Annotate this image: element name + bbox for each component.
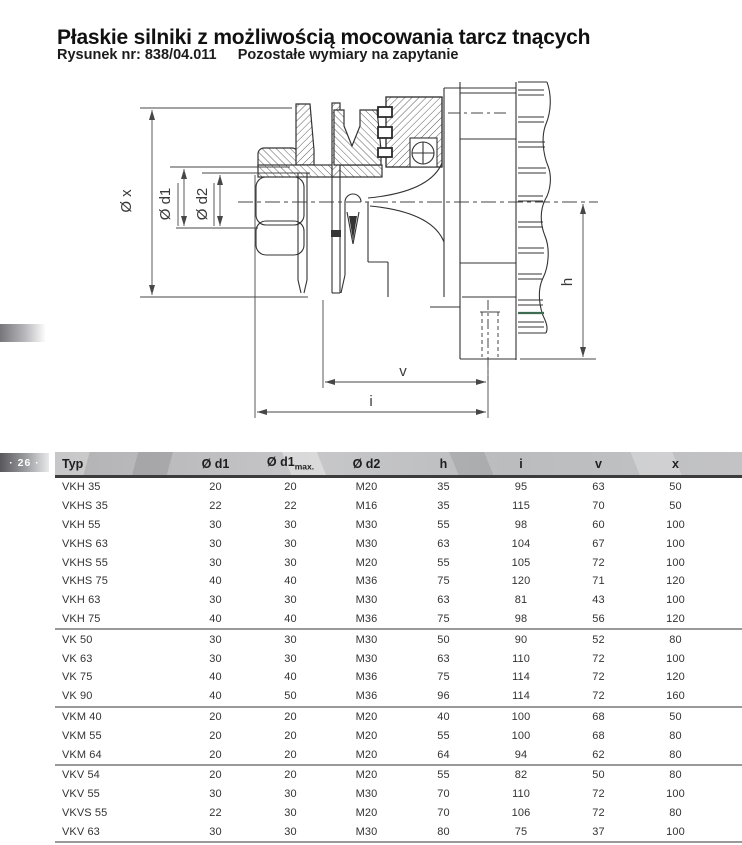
cell-x: 120: [666, 671, 685, 684]
fan-cover: [518, 82, 550, 333]
cell-spacer: [714, 822, 742, 842]
cell-i: 90: [514, 633, 528, 646]
cell-d1-max: 30: [284, 652, 297, 665]
cell-typ: VK 63: [62, 652, 93, 665]
hidden-screw-hole: [480, 300, 500, 380]
dimensions-table: [55, 452, 742, 843]
cell-spacer: [714, 687, 742, 707]
page-number-badge: · 26 ·: [0, 453, 49, 472]
dimension-diam-x: [118, 108, 308, 297]
cell-d2: M30: [355, 825, 378, 838]
table-row: [55, 553, 742, 572]
cell-d1-max: 30: [284, 594, 297, 607]
cell-spacer: [714, 707, 742, 727]
cell-v: 50: [592, 769, 605, 782]
cell-h: 75: [437, 671, 450, 684]
cell-x: 160: [637, 687, 714, 707]
cell-x: 120: [637, 610, 714, 630]
cell-v: 60: [592, 518, 605, 531]
col-spacer: [714, 452, 742, 477]
cell-typ: VKHS 75: [62, 575, 108, 588]
cell-x: 100: [666, 537, 685, 550]
cell-i: 115: [512, 500, 530, 513]
cell-d1: 30: [209, 652, 222, 665]
cell-typ: VKM 64: [55, 745, 178, 765]
cell-d2: M20: [355, 729, 378, 742]
cell-x: 80: [669, 633, 682, 646]
cell-spacer: [714, 668, 742, 687]
table-row: [55, 668, 742, 687]
table-row: [55, 822, 742, 842]
cell-d1-max: 30: [284, 537, 297, 550]
dim-label-h: h: [559, 277, 576, 287]
cell-d2: M30: [355, 594, 378, 607]
cell-d2: M20: [355, 556, 378, 569]
cell-x: 120: [666, 575, 685, 588]
cell-d1: 40: [178, 610, 253, 630]
cell-d1-max: 20: [284, 769, 297, 782]
cell-i: 120: [511, 575, 531, 588]
cell-h: 96: [405, 687, 482, 707]
cell-d1: 30: [209, 788, 222, 801]
cell-d2: M20: [355, 769, 378, 782]
cell-x: 80: [637, 745, 714, 765]
cell-h: 50: [437, 633, 450, 646]
cell-d1: 40: [209, 671, 222, 684]
cell-v: 72: [560, 687, 637, 707]
cell-v: 67: [592, 537, 605, 550]
cell-d1: 30: [209, 825, 222, 838]
ball-bearing: [410, 138, 437, 167]
cell-typ: VKV 63: [62, 825, 100, 838]
cell-i: 94: [482, 745, 560, 765]
cell-d1: 20: [209, 769, 222, 782]
cell-x: 100: [666, 825, 685, 838]
cell-v: 70: [592, 500, 605, 513]
cell-h: 35: [437, 500, 450, 513]
cell-v: 71: [592, 575, 605, 588]
cell-d2: M36: [328, 687, 405, 707]
cell-d1: 20: [209, 481, 222, 494]
cell-d1-max: 20: [284, 729, 297, 742]
cell-d2: M30: [355, 633, 378, 646]
cell-d2: M30: [355, 788, 378, 801]
cell-typ: VK 50: [62, 633, 93, 646]
table-row: [55, 785, 742, 804]
cell-d1: 20: [178, 745, 253, 765]
table-row: [55, 707, 742, 727]
cell-spacer: [714, 497, 742, 516]
cell-i: 114: [512, 671, 530, 684]
cell-x: 80: [669, 806, 682, 819]
dimension-v: [323, 300, 486, 388]
table-row: [55, 572, 742, 591]
cell-typ: VK 75: [62, 671, 93, 684]
cell-spacer: [714, 804, 742, 823]
table-row: [55, 591, 742, 610]
cell-v: 63: [592, 481, 605, 494]
table-row: [55, 687, 742, 707]
cell-h: 70: [437, 806, 450, 819]
cell-spacer: [714, 745, 742, 765]
table-row: [55, 804, 742, 823]
cell-h: 55: [437, 769, 450, 782]
cell-spacer: [714, 572, 742, 591]
cell-spacer: [714, 610, 742, 630]
dim-label-i: i: [369, 393, 373, 410]
cell-x: 50: [669, 710, 682, 723]
cell-typ: VKM 55: [62, 729, 102, 742]
col-d1-max: Ø $d1_{max.}$: [253, 452, 328, 477]
col-i: i: [482, 452, 560, 477]
cell-spacer: [714, 785, 742, 804]
cell-spacer: [714, 553, 742, 572]
cell-d1-max: 30: [284, 825, 297, 838]
cell-d2: M20: [328, 745, 405, 765]
cell-d1-max: 30: [284, 556, 297, 569]
cell-v: 72: [592, 556, 605, 569]
cell-i: 110: [512, 788, 530, 801]
table-row: [55, 516, 742, 535]
dim-label-x: Ø x: [118, 189, 135, 213]
table-row: [55, 534, 742, 553]
cell-spacer: [714, 477, 742, 497]
cell-h: 75: [437, 575, 450, 588]
cell-v: 62: [560, 745, 637, 765]
cell-i: 100: [511, 710, 531, 723]
cell-h: 55: [437, 729, 450, 742]
table-row: [55, 765, 742, 785]
cell-typ: VKH 35: [62, 481, 101, 494]
cell-d2: M30: [355, 652, 378, 665]
table-row: [55, 745, 742, 765]
cell-i: 100: [511, 729, 531, 742]
cell-x: 50: [669, 481, 682, 494]
cell-typ: VKHS 35: [62, 500, 108, 513]
dim-label-d1: Ø d1: [157, 187, 174, 221]
cell-h: 75: [405, 610, 482, 630]
cell-x: 80: [669, 769, 682, 782]
cell-i: 95: [514, 481, 528, 494]
cell-d1: 30: [209, 556, 222, 569]
dimension-diam-d2: [176, 173, 290, 228]
table-row: [55, 726, 742, 745]
cell-typ: VKH 63: [62, 594, 101, 607]
cell-h: 35: [437, 481, 450, 494]
cell-spacer: [714, 629, 742, 649]
cell-x: 100: [666, 652, 685, 665]
cell-d1-max: 30: [284, 788, 297, 801]
cell-d1: 30: [209, 633, 222, 646]
cell-i: 75: [514, 825, 528, 838]
cell-d1: 22: [209, 806, 222, 819]
cell-typ: VKH 75: [55, 610, 178, 630]
dim-label-d2: Ø d2: [194, 187, 211, 221]
cell-spacer: [714, 726, 742, 745]
cell-d1-max: 40: [284, 671, 297, 684]
cell-d1-max: 30: [284, 806, 297, 819]
cell-x: 100: [666, 594, 685, 607]
table-row: [55, 497, 742, 516]
col-d2: Ø d2: [328, 452, 405, 477]
cell-h: 40: [437, 710, 450, 723]
cell-h: 63: [437, 652, 450, 665]
cell-d1: 22: [209, 500, 222, 513]
cell-d1-max: 20: [253, 745, 328, 765]
cell-d1: 40: [209, 575, 222, 588]
table-row: [55, 477, 742, 497]
cell-d1-max: 20: [284, 710, 297, 723]
cell-i: 98: [482, 610, 560, 630]
cell-v: 72: [592, 788, 605, 801]
cell-d1: 40: [178, 687, 253, 707]
cell-d1-max: 30: [284, 518, 297, 531]
shaft-and-pulley: [298, 173, 388, 297]
cell-d2: M20: [355, 481, 378, 494]
cell-v: 68: [592, 710, 605, 723]
cell-i: 114: [482, 687, 560, 707]
col-h: h: [405, 452, 482, 477]
cell-d2: M20: [355, 710, 378, 723]
cell-d1: 30: [209, 518, 222, 531]
cell-d2: M36: [355, 575, 378, 588]
col-x: x: [637, 452, 714, 477]
cell-typ: VK 90: [55, 687, 178, 707]
table-row: [55, 610, 742, 630]
cell-typ: VKVS 55: [62, 806, 108, 819]
cell-i: 106: [511, 806, 531, 819]
cell-h: 55: [437, 556, 450, 569]
col-d1: Ø d1: [178, 452, 253, 477]
cell-x: 100: [666, 518, 685, 531]
cell-i: 82: [514, 769, 528, 782]
cell-typ: VKH 55: [62, 518, 101, 531]
cell-v: 37: [592, 825, 605, 838]
page-title: Płaskie silniki z możliwością mocowania tarcz tnących: [57, 26, 591, 50]
cell-i: 105: [511, 556, 531, 569]
dim-label-v: v: [399, 363, 407, 380]
cell-v: 68: [592, 729, 605, 742]
cell-x: 100: [666, 556, 685, 569]
cell-spacer: [714, 591, 742, 610]
cell-d2: M20: [355, 806, 378, 819]
cell-d2: M36: [328, 610, 405, 630]
cell-spacer: [714, 649, 742, 668]
drawing-number: 838/04.011: [144, 47, 217, 63]
col-typ: Typ: [55, 452, 178, 477]
cell-h: 63: [437, 594, 450, 607]
cell-i: 104: [511, 537, 531, 550]
cell-d1: 30: [209, 537, 222, 550]
cell-d2: M16: [355, 500, 378, 513]
subtitle-note: Pozostałe wymiary na zapytanie: [237, 47, 459, 63]
cell-d2: M36: [355, 671, 378, 684]
disc-flange-section: [258, 103, 382, 177]
cell-typ: VKV 54: [62, 769, 100, 782]
cell-v: 52: [592, 633, 605, 646]
cell-typ: VKM 40: [62, 710, 102, 723]
cell-d1: 20: [209, 710, 222, 723]
cell-h: 80: [437, 825, 450, 838]
drawing-number-label: Rysunek nr:: [57, 47, 141, 63]
cell-typ: VKV 55: [62, 788, 100, 801]
cell-h: 70: [437, 788, 450, 801]
col-v: v: [560, 452, 637, 477]
cell-d1-max: 22: [284, 500, 297, 513]
cell-h: 55: [437, 518, 450, 531]
cell-d1-max: 50: [253, 687, 328, 707]
cell-spacer: [714, 534, 742, 553]
cell-typ: VKHS 63: [62, 537, 108, 550]
cell-d1-max: 40: [253, 610, 328, 630]
cell-v: 72: [592, 806, 605, 819]
table-row: [55, 629, 742, 649]
cell-h: 63: [437, 537, 450, 550]
cell-i: 98: [514, 518, 528, 531]
cell-d1-max: 20: [284, 481, 297, 494]
cell-spacer: [714, 516, 742, 535]
cell-typ: VKHS 55: [62, 556, 108, 569]
cell-d1-max: 30: [284, 633, 297, 646]
cell-i: 81: [514, 594, 528, 607]
cell-spacer: [714, 765, 742, 785]
cell-x: 80: [669, 729, 682, 742]
cell-d1: 20: [209, 729, 222, 742]
cell-d1-max: 40: [284, 575, 297, 588]
table-row: [55, 649, 742, 668]
cell-v: 72: [592, 652, 605, 665]
cell-d2: M30: [355, 537, 378, 550]
cell-d1: 30: [209, 594, 222, 607]
clamp-nut: [253, 173, 310, 255]
cell-i: 110: [512, 652, 530, 665]
cell-v: 72: [592, 671, 605, 684]
cell-h: 64: [405, 745, 482, 765]
cell-v: 56: [560, 610, 637, 630]
table-header: [55, 452, 742, 477]
cell-x: 100: [666, 788, 685, 801]
cell-x: 50: [669, 500, 682, 513]
cell-v: 43: [592, 594, 605, 607]
cell-d2: M30: [355, 518, 378, 531]
